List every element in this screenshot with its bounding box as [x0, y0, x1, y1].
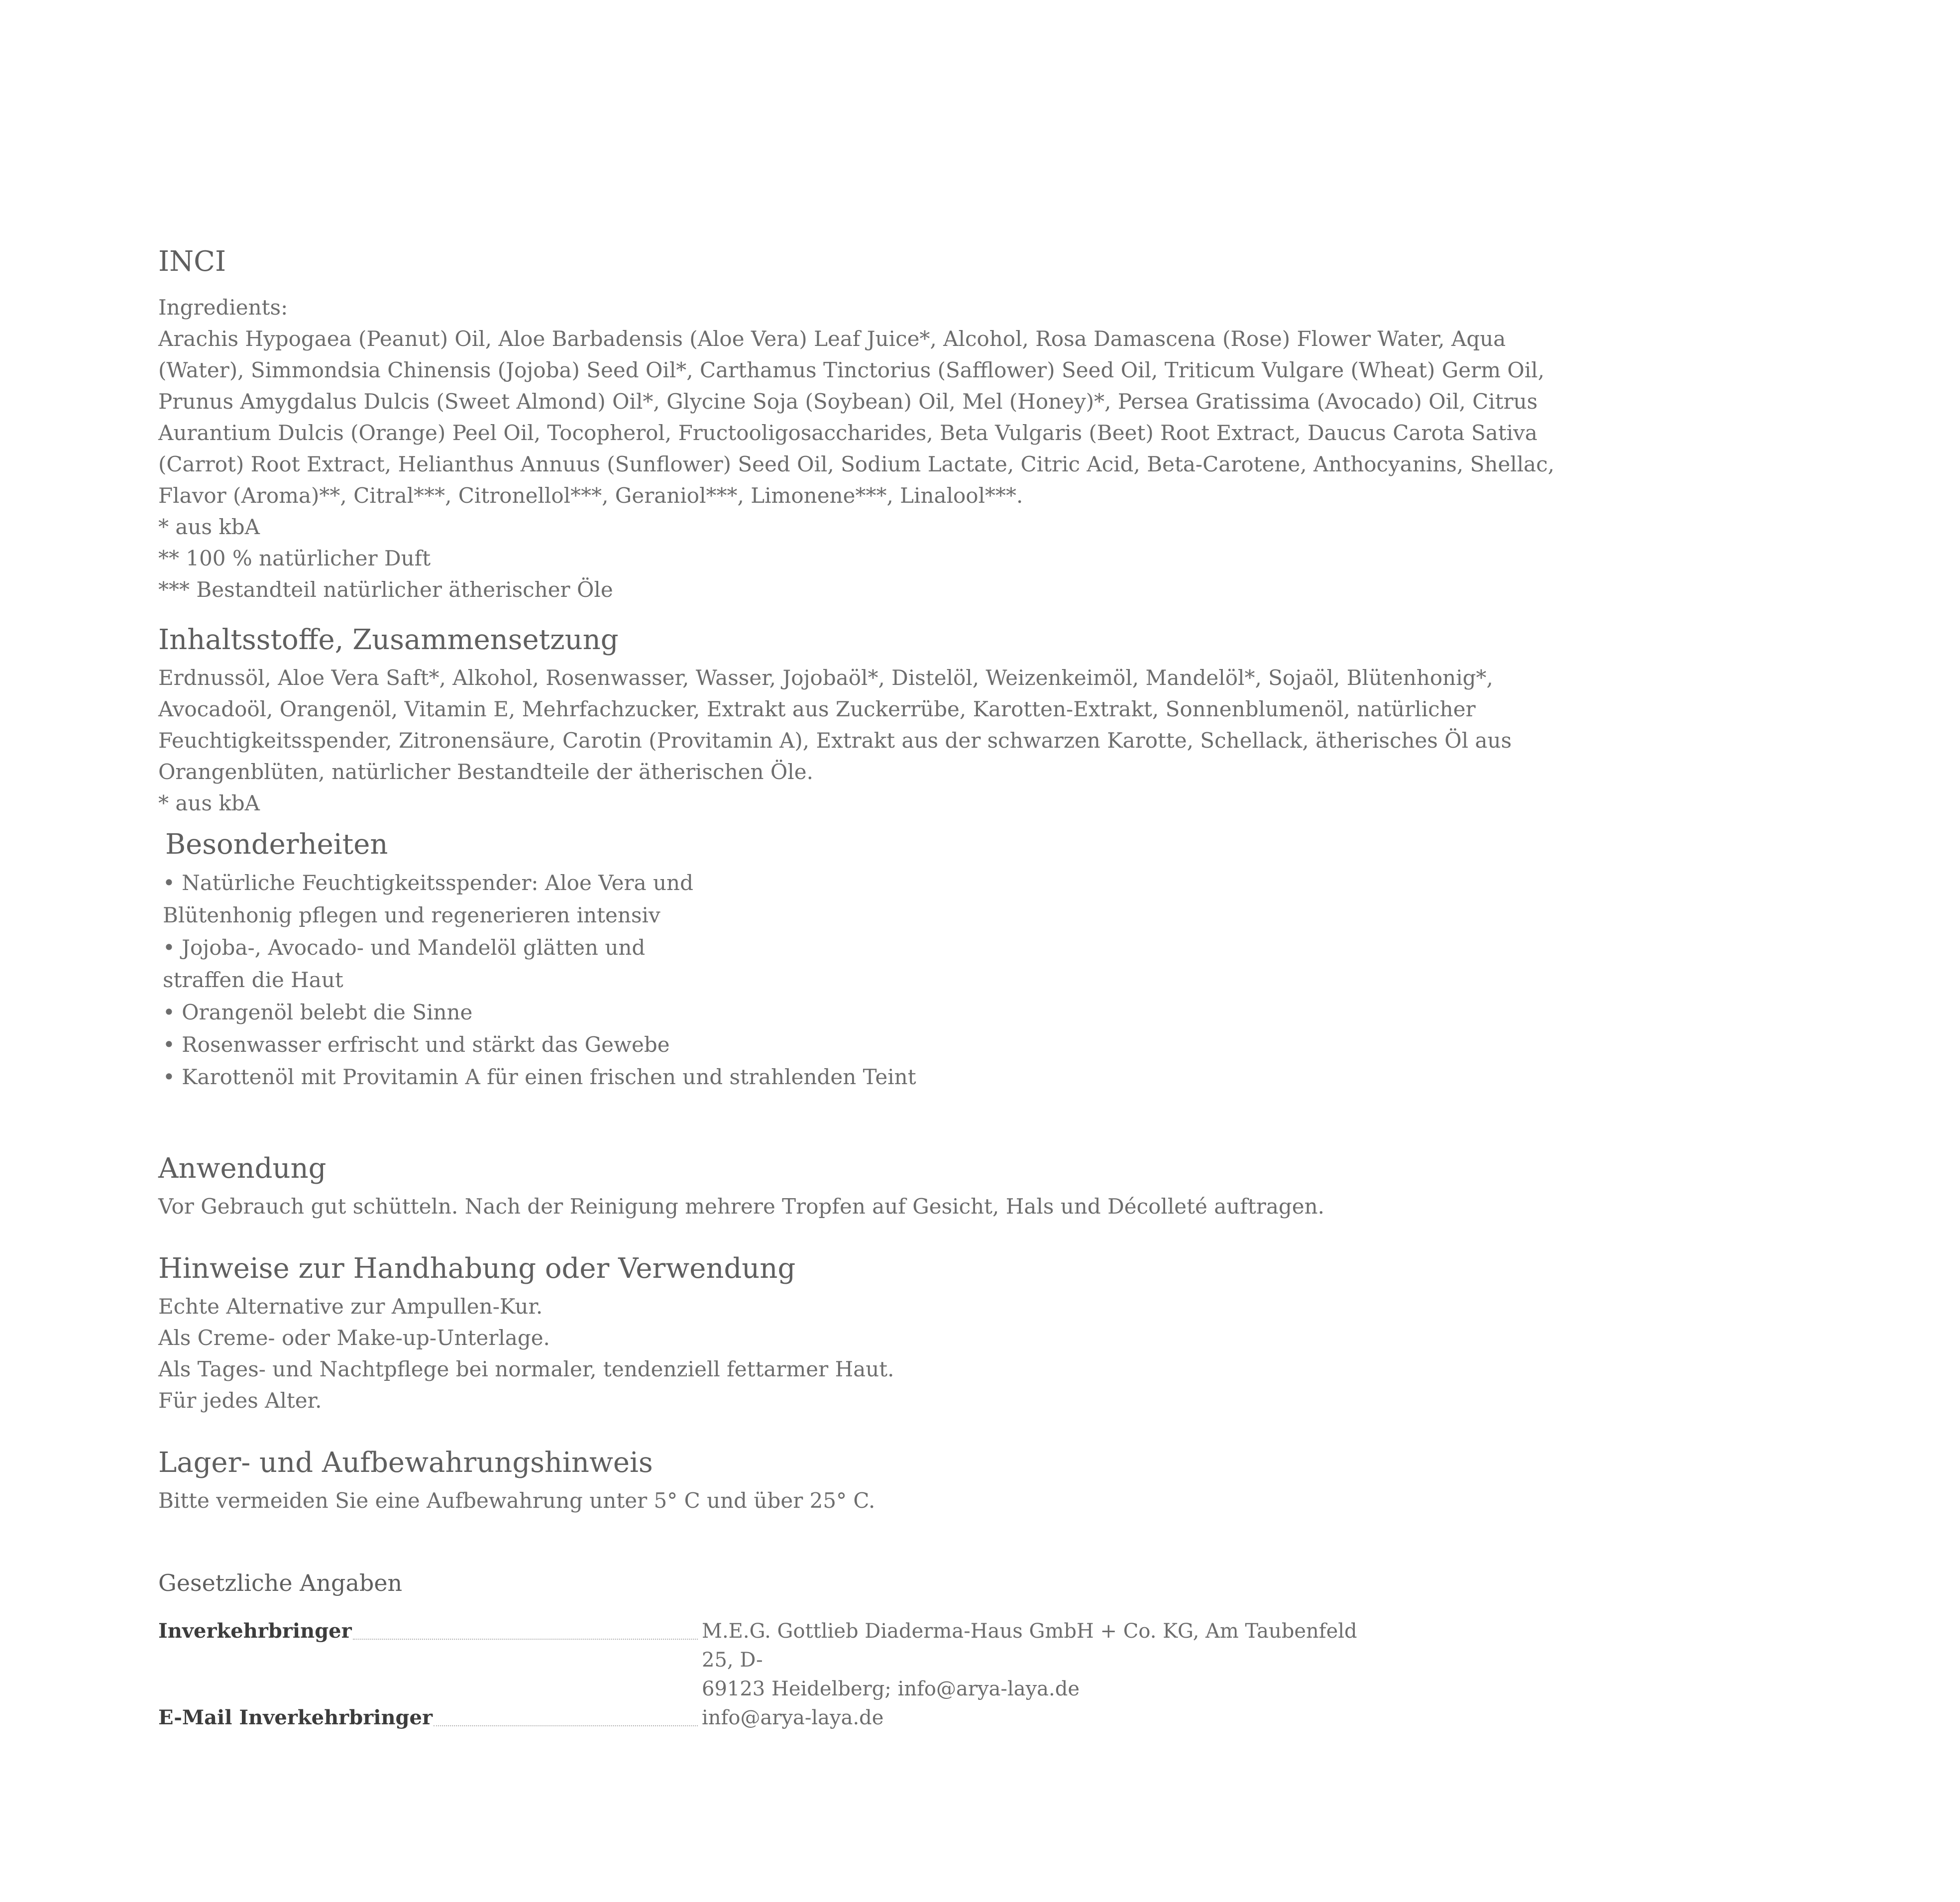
- hinweise-line: Als Creme- oder Make-up-Unterlage.: [158, 1326, 550, 1350]
- bullet-line-continuation: straffen die Haut: [163, 968, 343, 992]
- section-heading-lagerung: Lager- und Aufbewahrungshinweis: [158, 1447, 653, 1479]
- hinweise-body: [158, 1291, 1567, 1416]
- legal-value-inverkehrbringer: [702, 1617, 1379, 1703]
- legal-info-table: [158, 1617, 1567, 1732]
- bullet-line: • Jojoba-, Avocado- und Mandelöl glätten und: [163, 935, 646, 960]
- inci-intro-label: Ingredients:: [158, 295, 288, 320]
- hinweise-line: Für jedes Alter.: [158, 1388, 322, 1413]
- legal-value-line: 69123 Heidelberg; info@arya-laya.de: [702, 1678, 1080, 1701]
- besonderheiten-bullet-list: [163, 867, 1567, 1093]
- legal-value-email-inverkehrbringer: [702, 1703, 1379, 1732]
- legal-value-line: info@arya-laya.de: [702, 1706, 884, 1730]
- inci-footnote-oele: *** Bestandteil natürlicher ätherischer Öle: [158, 577, 613, 602]
- inhaltsstoffe-body: [158, 662, 1567, 819]
- legal-row-email-inverkehrbringer: [158, 1703, 1567, 1732]
- inci-ingredients-text: Arachis Hypogaea (Peanut) Oil, Aloe Barbadensis (Aloe Vera) Leaf Juice*, Alcohol, Rosa Damascena (Rose) Flower Water, Aqua (Water), Simmondsia Chinensis (Jojoba) Seed Oil*, Carthamus Tinctorius (Safflower) Seed Oil, Triticum Vulgare (Wheat) Germ Oil, Prunus Amygdalus Dulcis (Sweet Almond) Oil*, Glycine Soja (Soybean) Oil, Mel (Honey)*, Persea Gratissima (Avocado) Oil, Citrus Aurantium Dulcis (Orange) Peel Oil, Tocopherol, Fructooligosaccharides, Beta Vulgaris (Beet) Root Extract, Daucus Carota Sativa (Carrot) Root Extract, Helianthus Annuus (Sunflower) Seed Oil, Sodium Lactate, Citric Acid, Beta-Carotene, Anthocyanins, Shellac, Flavor (Aroma)**, Citral***, Citronellol***, Geraniol***, Limonene***, Linalool***.: [158, 327, 1555, 508]
- dotted-leader: [434, 1725, 698, 1726]
- section-heading-inhaltsstoffe: Inhaltsstoffe, Zusammensetzung: [158, 624, 619, 656]
- bullet-line: • Rosenwasser erfrischt und stärkt das Gewebe: [163, 1032, 670, 1057]
- section-heading-gesetzliche-angaben: Gesetzliche Angaben: [158, 1569, 403, 1596]
- bullet-line-continuation: Blütenhonig pflegen und regenerieren intensiv: [163, 903, 660, 927]
- anwendung-body: [158, 1191, 1567, 1222]
- bullet-line: • Orangenöl belebt die Sinne: [163, 1000, 473, 1024]
- inci-footnote-duft: ** 100 % natürlicher Duft: [158, 546, 431, 570]
- inci-body: [158, 292, 1567, 605]
- bullet-line: • Karottenöl mit Provitamin A für einen frischen und strahlenden Teint: [163, 1065, 916, 1089]
- lagerung-body: [158, 1485, 1567, 1516]
- dotted-leader: [353, 1638, 698, 1640]
- legal-label-email-inverkehrbringer: E-Mail Inverkehrbringer: [158, 1706, 433, 1730]
- anwendung-text: Vor Gebrauch gut schütteln. Nach der Reinigung mehrere Tropfen auf Gesicht, Hals und Décolleté auftragen.: [158, 1194, 1324, 1219]
- hinweise-line: Echte Alternative zur Ampullen-Kur.: [158, 1294, 543, 1319]
- hinweise-line: Als Tages- und Nachtpflege bei normaler, tendenziell fettarmer Haut.: [158, 1357, 894, 1381]
- legal-label-inverkehrbringer: Inverkehrbringer: [158, 1619, 352, 1643]
- document-content: [158, 244, 1567, 1732]
- inhaltsstoffe-footnote-kba: * aus kbA: [158, 791, 260, 815]
- legal-value-line: M.E.G. Gottlieb Diaderma-Haus GmbH + Co. KG, Am Taubenfeld 25, D-: [702, 1620, 1357, 1672]
- lagerung-text: Bitte vermeiden Sie eine Aufbewahrung unter 5° C und über 25° C.: [158, 1488, 875, 1513]
- inhaltsstoffe-text: Erdnussöl, Aloe Vera Saft*, Alkohol, Rosenwasser, Wasser, Jojobaöl*, Distelöl, Weizenkeimöl, Mandelöl*, Sojaöl, Blütenhonig*, Avocadoöl, Orangenöl, Vitamin E, Mehrfachzucker, Extrakt aus Zuckerrübe, Karotten-Extrakt, Sonnenblumenöl, natürlicher Feuchtigkeitsspender, Zitronensäure, Carotin (Provitamin A), Extrakt aus der schwarzen Karotte, Schellack, ätherisches Öl aus Orangenblüten, natürlicher Bestandteile der ätherischen Öle.: [158, 666, 1512, 784]
- section-heading-anwendung: Anwendung: [158, 1152, 327, 1185]
- bullet-line: • Natürliche Feuchtigkeitsspender: Aloe Vera und: [163, 871, 693, 895]
- section-heading-hinweise: Hinweise zur Handhabung oder Verwendung: [158, 1252, 796, 1285]
- inci-footnote-kba: * aus kbA: [158, 515, 260, 539]
- legal-row-left: [158, 1703, 702, 1732]
- section-heading-besonderheiten: Besonderheiten: [165, 828, 388, 861]
- legal-row-inverkehrbringer: [158, 1617, 1567, 1703]
- legal-row-left: [158, 1617, 702, 1646]
- section-heading-inci: INCI: [158, 245, 226, 278]
